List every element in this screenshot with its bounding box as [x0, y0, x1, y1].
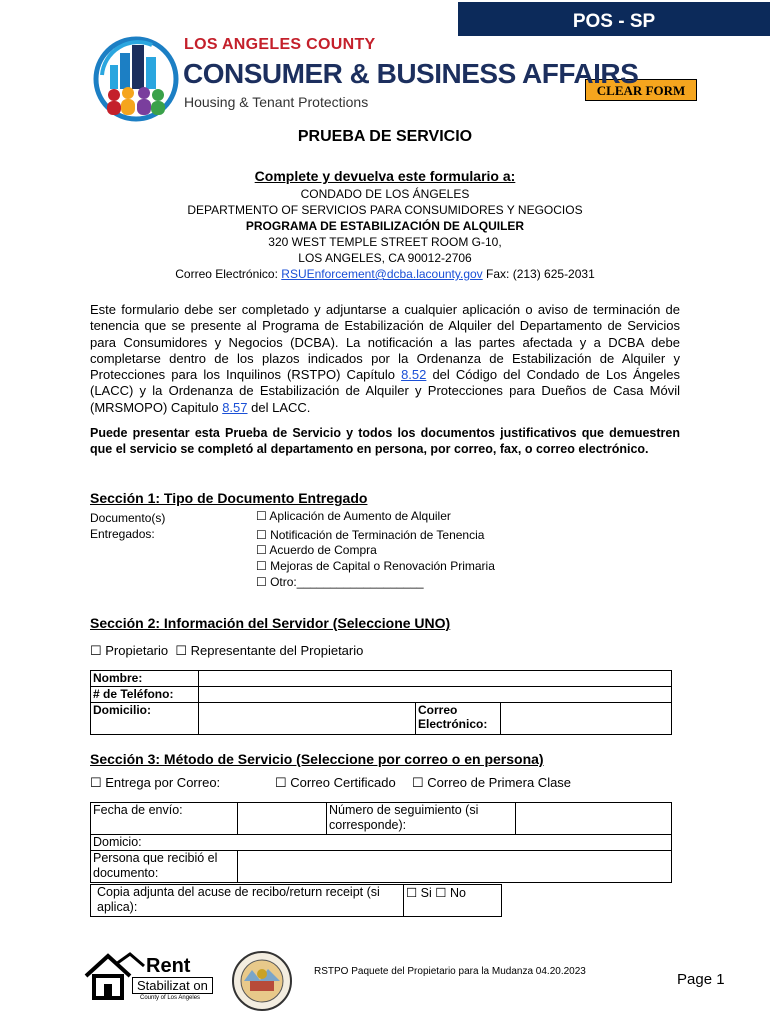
logo-county-text: LOS ANGELES COUNTY [184, 36, 376, 53]
address-label: Domicilio: [91, 703, 199, 735]
chapter-857-link[interactable]: 8.57 [222, 399, 248, 415]
contact-line [0, 267, 770, 281]
documents-label-1: Documento(s) [90, 511, 166, 525]
email-link[interactable]: RSUEnforcement@dcba.lacounty.gov [281, 267, 483, 281]
name-label: Nombre: [91, 671, 199, 687]
send-date-field[interactable] [238, 803, 327, 835]
email-label-line2: Electrónico: [418, 717, 488, 731]
address-field[interactable] [199, 703, 416, 735]
tracking-label: Número de seguimiento (si corresponde): [327, 803, 516, 835]
chapter-852-link[interactable]: 8.52 [401, 367, 427, 383]
recipient-label: Persona que recibió el documento: [91, 851, 238, 883]
send-date-label: Fecha de envío: [91, 803, 238, 835]
address-line-2: DEPARTMENTO OF SERVICIOS PARA CONSUMIDORES Y NEGOCIOS [187, 203, 583, 217]
intro-text-3: del LACC. [247, 399, 311, 415]
return-heading: Complete y devuelva este formulario a: [254, 168, 516, 184]
phone-field[interactable] [199, 687, 672, 703]
address-line-1: CONDADO DE LOS ÁNGELES [300, 187, 470, 201]
email-field-label [416, 703, 501, 735]
address-line-4: 320 WEST TEMPLE STREET ROOM G-10, [268, 235, 502, 249]
doc-option-termination[interactable]: ☐ Notificación de Terminación de Tenencia [256, 528, 485, 542]
page-number: Page 1 [677, 971, 725, 988]
section-1-title: Sección 1: Tipo de Documento Entregado [90, 490, 368, 506]
server-role-options [90, 643, 363, 659]
doc-option-capital-improvement[interactable]: ☐ Mejoras de Capital o Renovación Primaria [256, 559, 495, 573]
county-seal-icon [230, 950, 294, 1012]
name-field[interactable] [199, 671, 672, 687]
first-class-mail-option[interactable]: ☐ Correo de Primera Clase [412, 775, 572, 790]
certified-mail-option[interactable]: ☐ Correo Certificado [275, 775, 396, 790]
section-2-title: Sección 2: Información del Servidor (Seleccione UNO) [90, 615, 451, 631]
server-info-table [90, 670, 672, 735]
address-line-3: PROGRAMA DE ESTABILIZACIÓN DE ALQUILER [245, 219, 525, 233]
email-label: Correo Electrónico: [175, 267, 282, 281]
fax-text: Fax: (213) 625-2031 [482, 267, 595, 281]
receipt-table [90, 884, 502, 917]
mail-delivery-option[interactable]: ☐ Entrega por Correo: [90, 775, 221, 790]
page-title: PRUEBA DE SERVICIO [297, 128, 473, 145]
address-line-5: LOS ANGELES, CA 90012-2706 [298, 251, 472, 265]
option-representative[interactable]: ☐ Representante del Propietario [175, 643, 364, 658]
clear-form-button[interactable]: CLEAR FORM [585, 79, 697, 101]
rent-logo-county: County of Los Angeles [140, 995, 201, 1001]
intro-text-1: Este formulario debe ser completado y adjuntarse a cualquier aplicación o aviso de terminación de tenencia que se presente al Programa de Estabilización de Alquiler del Departamento de Servicios para Consumidores y Negocios (DCBA). La notificación a las partes afectada y a DCBA debe completarse dentro de los plazos indicados por la Ordenanza de Estabilización de Alquiler y Protecciones para los Inquilinos (RSTPO) Capítulo [90, 302, 680, 383]
phone-label: # de Teléfono: [91, 687, 199, 703]
submission-note: Puede presentar esta Prueba de Servicio y todos los documentos justificativos que demuestren que el servicio se completó al departamento en persona, por correo, fax, o correo electrónico. [90, 426, 680, 456]
domicile-label[interactable]: Domicio: [91, 835, 672, 851]
doc-option-rent-increase[interactable]: ☐ Aplicación de Aumento de Alquiler [256, 509, 451, 523]
tracking-field[interactable] [516, 803, 672, 835]
dcba-logo [92, 35, 180, 123]
doc-option-other[interactable]: ☐ Otro:___________________ [256, 575, 424, 589]
service-method-table [90, 802, 672, 883]
intro-text-2: del Código del Condado de Los Ángeles (LACC) y la Ordenanza de Estabilización de Alquiler y Protecciones para Dueños de Casa Móvil (MRSMOPO) Capitulo [90, 367, 680, 415]
documents-label-2: Entregados: [90, 527, 155, 541]
rent-logo-subtitle: Stabilizat on [132, 977, 213, 994]
rent-stabilization-house-icon [82, 950, 146, 1002]
rent-logo-title: Rent [146, 955, 191, 977]
email-label-line1: Correo [418, 703, 458, 717]
section-3-title: Sección 3: Método de Servicio (Seleccione por correo o en persona) [90, 751, 544, 767]
receipt-label: Copia adjunta del acuse de recibo/return receipt (si aplica): [91, 885, 404, 917]
logo-division-text: Housing & Tenant Protections [184, 94, 369, 110]
form-code-badge: POS - SP [458, 2, 770, 36]
footer-text: RSTPO Paquete del Propietario para la Mudanza 04.20.2023 [314, 966, 586, 977]
option-owner[interactable]: ☐ Propietario [90, 643, 169, 658]
doc-option-purchase[interactable]: ☐ Acuerdo de Compra [256, 543, 377, 557]
recipient-field[interactable] [238, 851, 672, 883]
logo-department-text: CONSUMER & BUSINESS AFFAIRS [183, 58, 639, 89]
email-field[interactable] [501, 703, 672, 735]
intro-paragraph [90, 302, 680, 416]
receipt-yes-no[interactable]: ☐ Si ☐ No [404, 885, 502, 917]
